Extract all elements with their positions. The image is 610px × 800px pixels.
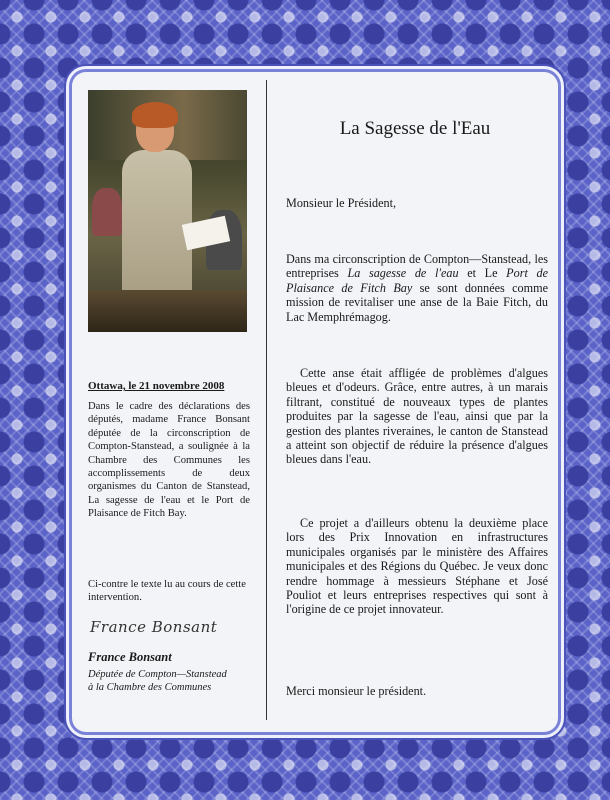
text-run: Dans ma circonscription de Compton—Stanstead, les entreprises	[286, 252, 548, 281]
signer-name: France Bonsant	[88, 650, 172, 664]
salutation: Monsieur le Président,	[286, 196, 397, 210]
text-run: et Le	[458, 266, 507, 281]
photo-background-person	[92, 188, 122, 236]
organization-name: La sagesse de l'eau	[347, 266, 459, 281]
signer-role-line: Députée de Compton—Stanstead	[88, 669, 227, 680]
closing-line: Merci monsieur le président.	[286, 684, 427, 698]
member-speaking-photo	[88, 90, 247, 332]
signer-role-line: à la Chambre des Communes	[88, 682, 212, 693]
date-line: Ottawa, le 21 novembre 2008	[88, 380, 225, 392]
text-run: se sont données comme mission de revitaliser une anse de la Baie Fitch, du Lac Memphrémagog.	[286, 280, 548, 324]
handwritten-signature: France Bonsant	[90, 618, 218, 636]
organization-name: Port de Plaisance de Fitch Bay	[286, 266, 548, 295]
intro-paragraph: Dans le cadre des déclarations des députés, madame France Bonsant députée de la circonscription de Compton-Stanstead, a soulignée à la Chambre des Communes les accomplissements de deux organismes du Canton de Stanstead, La sagesse de l'eau et le Port de Plaisance de Fitch Bay.	[88, 401, 250, 520]
column-divider	[266, 80, 267, 720]
reference-note: Ci-contre le texte lu au cours de cette intervention.	[88, 579, 246, 604]
body-paragraph-2: Cette anse était affligée de problèmes d'algues bleues et d'odeurs. Grâce, entre autres, à un marais filtrant, constitué de nouveaux types de plantes produites par la sagesse de l'eau, ainsi que par la gestion des plantes riveraines, le canton de Stanstead a atteint son objectif de réduire la présence d'algues bleues dans l'eau.	[286, 366, 548, 467]
body-paragraph-3: Ce projet a d'ailleurs obtenu la deuxième place lors des Prix Innovation en infrastructures municipales organisés par le ministère des Affaires municipales et des Régions du Québec. Je veux donc rendre hommage à messieurs Stéphane et José Pouliot et leurs entreprises respectives qui sont à l'origine de ce projet innovateur.	[286, 516, 548, 617]
body-paragraph-1	[286, 252, 548, 324]
photo-speaker-hair	[132, 102, 178, 128]
photo-desk	[88, 290, 247, 332]
document-title: La Sagesse de l'Eau	[339, 118, 491, 139]
signer-role	[88, 668, 263, 694]
